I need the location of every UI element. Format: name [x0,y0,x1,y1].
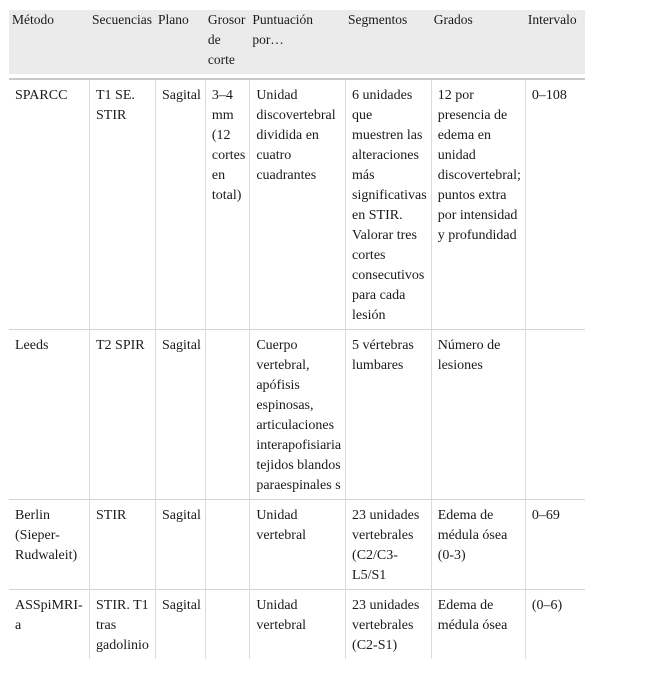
cell-metodo: Leeds [9,330,89,500]
cell-puntuacion: Unidad vertebral [249,590,345,659]
cell-grados: Número de lesiones [431,330,525,500]
cell-intervalo: 0–108 [525,80,585,330]
cell-grosor [205,330,249,500]
cell-segmentos: 23 unidades vertebrales (C2/C3-L5/S1 [345,500,431,590]
cell-segmentos: 5 vértebras lumbares [345,330,431,500]
cell-grosor: 3–4 mm (12 cortes en total) [205,80,249,330]
cell-grosor [205,500,249,590]
cell-metodo: SPARCC [9,80,89,330]
table-row [9,330,585,500]
cell-intervalo: (0–6) [525,590,585,659]
cell-puntuacion: Unidad vertebral [249,500,345,590]
header-grados: Grados [431,10,525,74]
mri-scoring-methods-table [9,10,585,659]
header-secuencias: Secuencias [89,10,155,74]
table-row [9,500,585,590]
table-row [9,590,585,659]
cell-secuencias: T1 SE. STIR [89,80,155,330]
cell-intervalo [525,330,585,500]
cell-plano: Sagital [155,330,205,500]
cell-secuencias: T2 SPIR [89,330,155,500]
cell-metodo: Berlin (Sieper-Rudwaleit) [9,500,89,590]
cell-plano: Sagital [155,590,205,659]
cell-grados: 12 por presencia de edema en unidad discovertebral; puntos extra por intensidad y profundidad [431,80,525,330]
cell-segmentos: 6 unidades que muestren las alteraciones más significativas en STIR. Valorar tres cortes consecutivos para cada lesión [345,80,431,330]
header-grosor: Grosor de corte [205,10,249,74]
header-intervalo: Intervalo [525,10,585,74]
cell-intervalo: 0–69 [525,500,585,590]
header-plano: Plano [155,10,205,74]
cell-secuencias: STIR [89,500,155,590]
cell-plano: Sagital [155,500,205,590]
cell-segmentos: 23 unidades vertebrales (C2-S1) [345,590,431,659]
cell-grados: Edema de médula ósea [431,590,525,659]
header-puntuacion: Puntuación por… [249,10,345,74]
cell-metodo: ASSpiMRI-a [15,598,83,633]
table-header [9,10,585,80]
header-metodo: Método [9,10,89,74]
cell-grosor [205,590,249,659]
cell-plano: Sagital [155,80,205,330]
cell-secuencias: STIR. T1 tras gadolinio [89,590,155,659]
cell-grados: Edema de médula ósea (0-3) [431,500,525,590]
header-segmentos: Segmentos [345,10,431,74]
cell-puntuacion: Unidad discovertebral dividida en cuatro cuadrantes [249,80,345,330]
table-row [9,80,585,330]
cell-puntuacion: Cuerpo vertebral, apófisis espinosas, articulaciones interapofisiaria tejidos blandos paraespinales s [249,330,345,500]
